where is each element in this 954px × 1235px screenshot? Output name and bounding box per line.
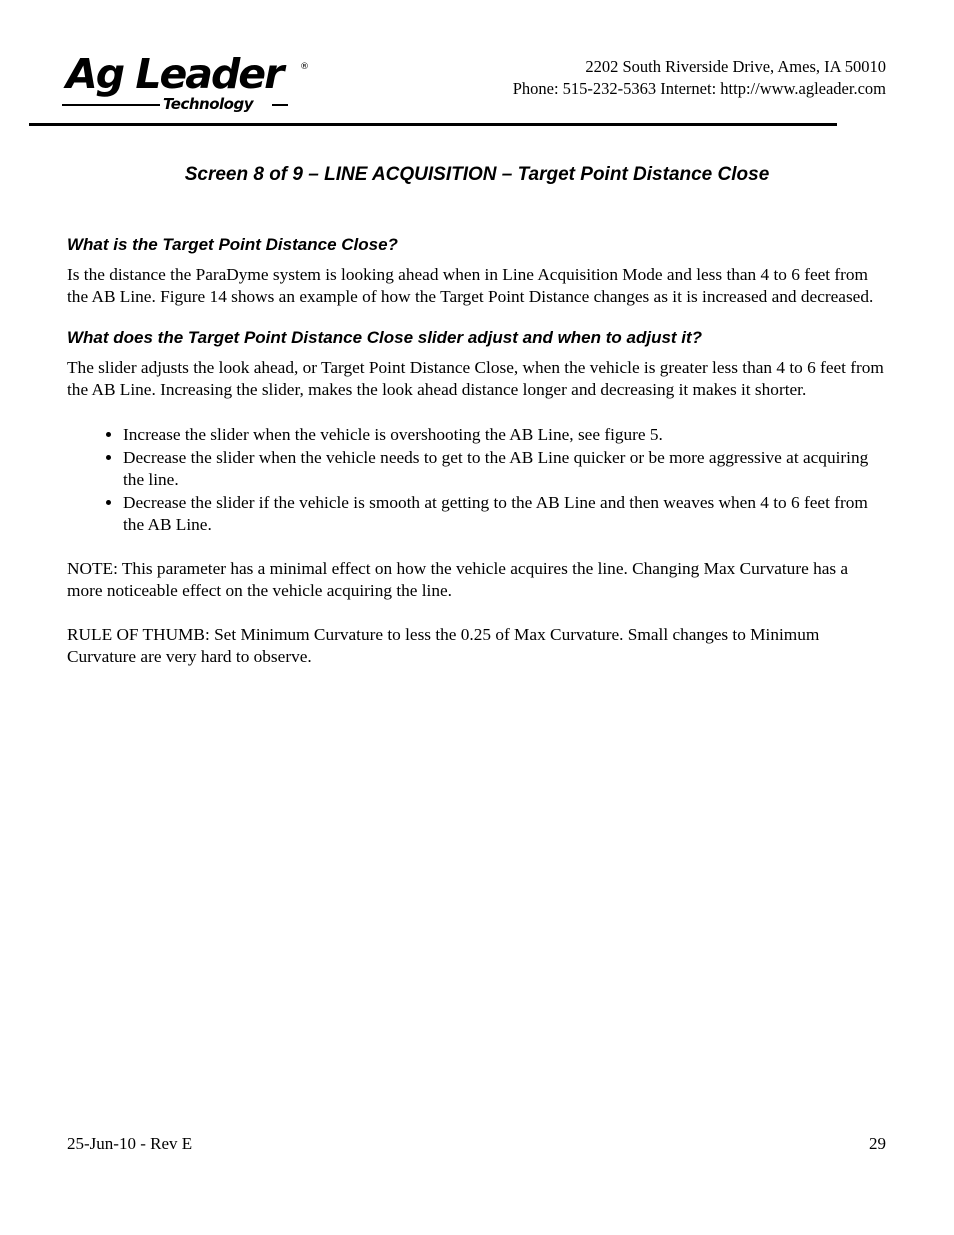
address-street: 2202 South Riverside Drive, Ames, IA 50010 <box>585 57 886 76</box>
section-heading: What does the Target Point Distance Close slider adjust and when to adjust it? <box>67 328 703 347</box>
bullet-list <box>67 424 887 536</box>
document-body <box>67 232 887 668</box>
list-item: • Decrease the slider when the vehicle needs to get to the AB Line quicker or be more aggressive at acquiring the line. <box>123 447 887 491</box>
logo-wordmark: Ag Leader <box>66 50 283 98</box>
logo-rule-right <box>272 104 288 106</box>
page-title: Screen 8 of 9 – LINE ACQUISITION – Target Point Distance Close <box>184 164 770 185</box>
logo-registered-mark: ® <box>300 62 309 72</box>
footer-date-revision: 25-Jun-10 - Rev E <box>67 1134 193 1153</box>
section-paragraph: Is the distance the ParaDyme system is looking ahead when in Line Acquisition Mode and less than 4 to 6 feet from the AB Line. Figure 14 shows an example of how the Target Point Distance changes as it is increased and decreased. <box>67 265 874 306</box>
footer-page-number: 29 <box>869 1134 886 1153</box>
logo-rule-left <box>62 104 160 106</box>
header-divider <box>29 123 837 126</box>
section-heading: What is the Target Point Distance Close? <box>67 235 398 254</box>
list-item: • Increase the slider when the vehicle is overshooting the AB Line, see figure 5. <box>123 424 887 446</box>
ag-leader-logo <box>60 50 312 116</box>
company-address <box>513 56 886 100</box>
note-paragraph: NOTE: This parameter has a minimal effect on how the vehicle acquires the line. Changing Max Curvature has a more noticeable effect on the vehicle acquiring the line. <box>67 559 849 600</box>
section-paragraph: The slider adjusts the look ahead, or Target Point Distance Close, when the vehicle is greater less than 4 to 6 feet from the AB Line. Increasing the slider, makes the look ahead distance longer and decreasing it makes it shorter. <box>67 358 884 399</box>
rule-of-thumb-paragraph: RULE OF THUMB: Set Minimum Curvature to less the 0.25 of Max Curvature. Small changes to Minimum Curvature are very hard to observe. <box>67 625 820 666</box>
address-contact: Phone: 515-232-5363 Internet: http://www.agleader.com <box>512 79 886 98</box>
list-item: • Decrease the slider if the vehicle is smooth at getting to the AB Line and then weaves when 4 to 6 feet from the AB Line. <box>123 492 887 536</box>
logo-subtitle: Technology <box>163 95 253 113</box>
